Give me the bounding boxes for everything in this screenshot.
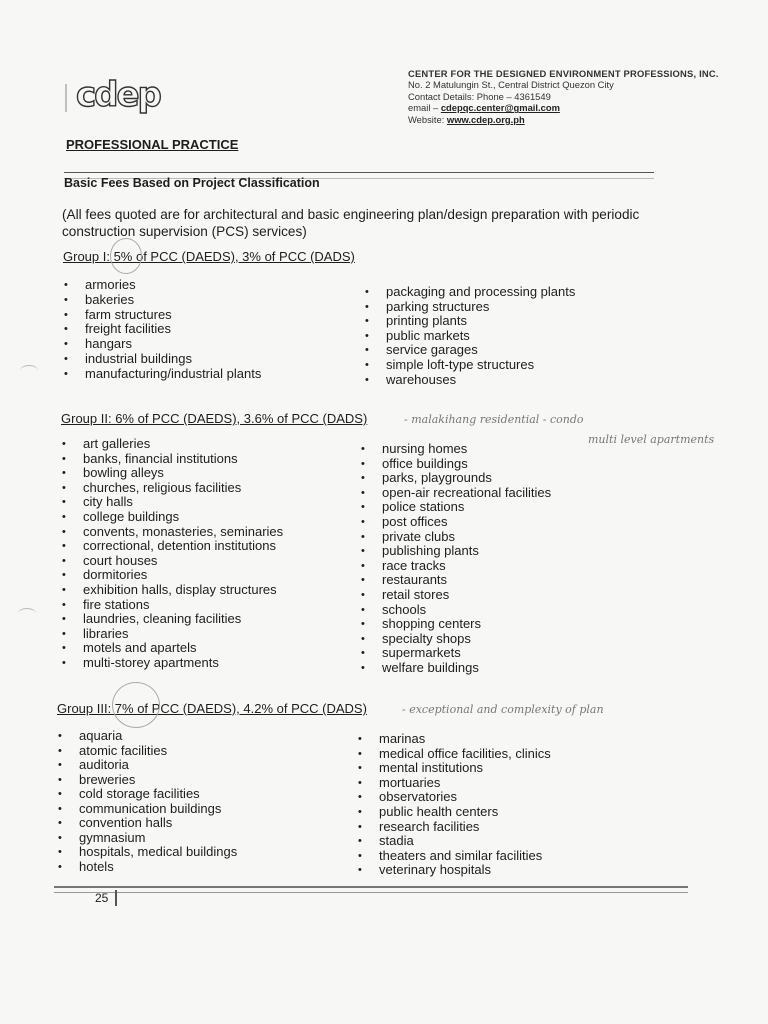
list-item: • fire stations <box>60 598 283 613</box>
list-item: • mental institutions <box>356 761 551 776</box>
list-item: • observatories <box>356 790 551 805</box>
list-item: • libraries <box>60 627 283 642</box>
group-2-left-list <box>60 437 283 671</box>
list-item: • correctional, detention institutions <box>60 539 283 554</box>
binder-hole-mark <box>18 608 36 619</box>
list-item: • laundries, cleaning facilities <box>60 612 283 627</box>
list-item: • communication buildings <box>56 802 237 817</box>
list-item: • retail stores <box>359 588 551 603</box>
subtitle: Basic Fees Based on Project Classification <box>64 176 320 190</box>
list-item: • race tracks <box>359 559 551 574</box>
list-item: • post offices <box>359 515 551 530</box>
list-item: • specialty shops <box>359 632 551 647</box>
group-1-left-list <box>62 278 261 382</box>
list-item: • public health centers <box>356 805 551 820</box>
list-item: • publishing plants <box>359 544 551 559</box>
handwritten-circle-mark <box>110 238 142 274</box>
list-item: • churches, religious facilities <box>60 481 283 496</box>
handwritten-note: - malakihang residential - condo <box>404 413 584 426</box>
list-item: • dormitories <box>60 568 283 583</box>
footer-divider <box>54 886 688 893</box>
page-number: 25 <box>95 891 109 905</box>
list-item: • welfare buildings <box>359 661 551 676</box>
list-item: • service garages <box>363 343 575 358</box>
website-link[interactable]: www.cdep.org.ph <box>446 113 525 125</box>
group-2-heading: Group II: 6% of PCC (DAEDS), 3.6% of PCC (DADS) <box>61 411 368 426</box>
list-item: • armories <box>62 278 261 293</box>
list-item: • industrial buildings <box>62 352 261 367</box>
section-title: PROFESSIONAL PRACTICE <box>66 137 239 152</box>
group-1-right-list <box>363 285 575 387</box>
list-item: • bowling alleys <box>60 466 283 481</box>
list-item: • public markets <box>363 329 575 344</box>
group-3-heading: Group III: 7% of PCC (DAEDS), 4.2% of PCC (DADS) <box>57 701 367 716</box>
group-3-right-list <box>356 732 551 878</box>
list-item: • exhibition halls, display structures <box>60 583 283 598</box>
list-item: • freight facilities <box>62 322 261 337</box>
list-item: • college buildings <box>60 510 283 525</box>
group-3-left-list <box>56 729 237 874</box>
list-item: • hospitals, medical buildings <box>56 845 237 860</box>
list-item: • hotels <box>56 860 237 875</box>
list-item: • printing plants <box>363 314 575 329</box>
title-divider <box>64 172 654 173</box>
logo-text: cdep <box>76 75 160 115</box>
list-item: • motels and apartels <box>60 641 283 656</box>
list-item: • marinas <box>356 732 551 747</box>
list-item: • convention halls <box>56 816 237 831</box>
list-item: • office buildings <box>359 457 551 472</box>
handwritten-note: - exceptional and complexity of plan <box>402 703 604 716</box>
cdep-logo <box>62 70 192 120</box>
email-label: email – <box>408 102 441 114</box>
page-number-bar <box>115 890 117 906</box>
list-item: • packaging and processing plants <box>363 285 575 300</box>
list-item: • cold storage facilities <box>56 787 237 802</box>
list-item: • convents, monasteries, seminaries <box>60 525 283 540</box>
org-address: No. 2 Matulungin St., Central District Quezon City <box>408 79 614 91</box>
org-details <box>408 68 748 125</box>
org-website-line <box>408 114 748 125</box>
email-link[interactable]: cdepqc.center@gmail.com <box>440 102 560 114</box>
list-item: • manufacturing/industrial plants <box>62 367 261 382</box>
list-item: • breweries <box>56 773 237 788</box>
org-name: CENTER FOR THE DESIGNED ENVIRONMENT PROFESSIONS, INC. <box>408 68 719 79</box>
list-item: • bakeries <box>62 293 261 308</box>
list-item: • stadia <box>356 834 551 849</box>
list-item: • aquaria <box>56 729 237 744</box>
list-item: • city halls <box>60 495 283 510</box>
list-item: • banks, financial institutions <box>60 452 283 467</box>
list-item: • supermarkets <box>359 646 551 661</box>
group-1-heading: Group I: 5% of PCC (DAEDS), 3% of PCC (DADS) <box>63 249 355 264</box>
list-item: • parking structures <box>363 300 575 315</box>
binder-hole-mark <box>20 365 38 376</box>
handwritten-circle-mark <box>112 682 160 728</box>
list-item: • research facilities <box>356 820 551 835</box>
intro-text: (All fees quoted are for architectural and basic engineering plan/design preparation with periodic construction supervision (PCS) services) <box>62 207 640 239</box>
org-email-line <box>408 102 748 113</box>
group-2-right-list <box>359 442 551 676</box>
list-item: • warehouses <box>363 373 575 388</box>
list-item: • auditoria <box>56 758 237 773</box>
list-item: • open-air recreational facilities <box>359 486 551 501</box>
list-item: • theaters and similar facilities <box>356 849 551 864</box>
list-item: • restaurants <box>359 573 551 588</box>
handwritten-note: multi level apartments <box>588 433 715 446</box>
list-item: • court houses <box>60 554 283 569</box>
list-item: • medical office facilities, clinics <box>356 747 551 762</box>
list-item: • private clubs <box>359 530 551 545</box>
list-item: • atomic facilities <box>56 744 237 759</box>
list-item: • police stations <box>359 500 551 515</box>
list-item: • art galleries <box>60 437 283 452</box>
list-item: • schools <box>359 603 551 618</box>
list-item: • parks, playgrounds <box>359 471 551 486</box>
list-item: • nursing homes <box>359 442 551 457</box>
list-item: • veterinary hospitals <box>356 863 551 878</box>
list-item: • farm structures <box>62 308 261 323</box>
list-item: • mortuaries <box>356 776 551 791</box>
list-item: • multi-storey apartments <box>60 656 283 671</box>
list-item: • shopping centers <box>359 617 551 632</box>
list-item: • simple loft-type structures <box>363 358 575 373</box>
list-item: • hangars <box>62 337 261 352</box>
website-label: Website: <box>408 113 447 125</box>
org-contact: Contact Details: Phone – 4361549 <box>408 90 551 102</box>
list-item: • gymnasium <box>56 831 237 846</box>
